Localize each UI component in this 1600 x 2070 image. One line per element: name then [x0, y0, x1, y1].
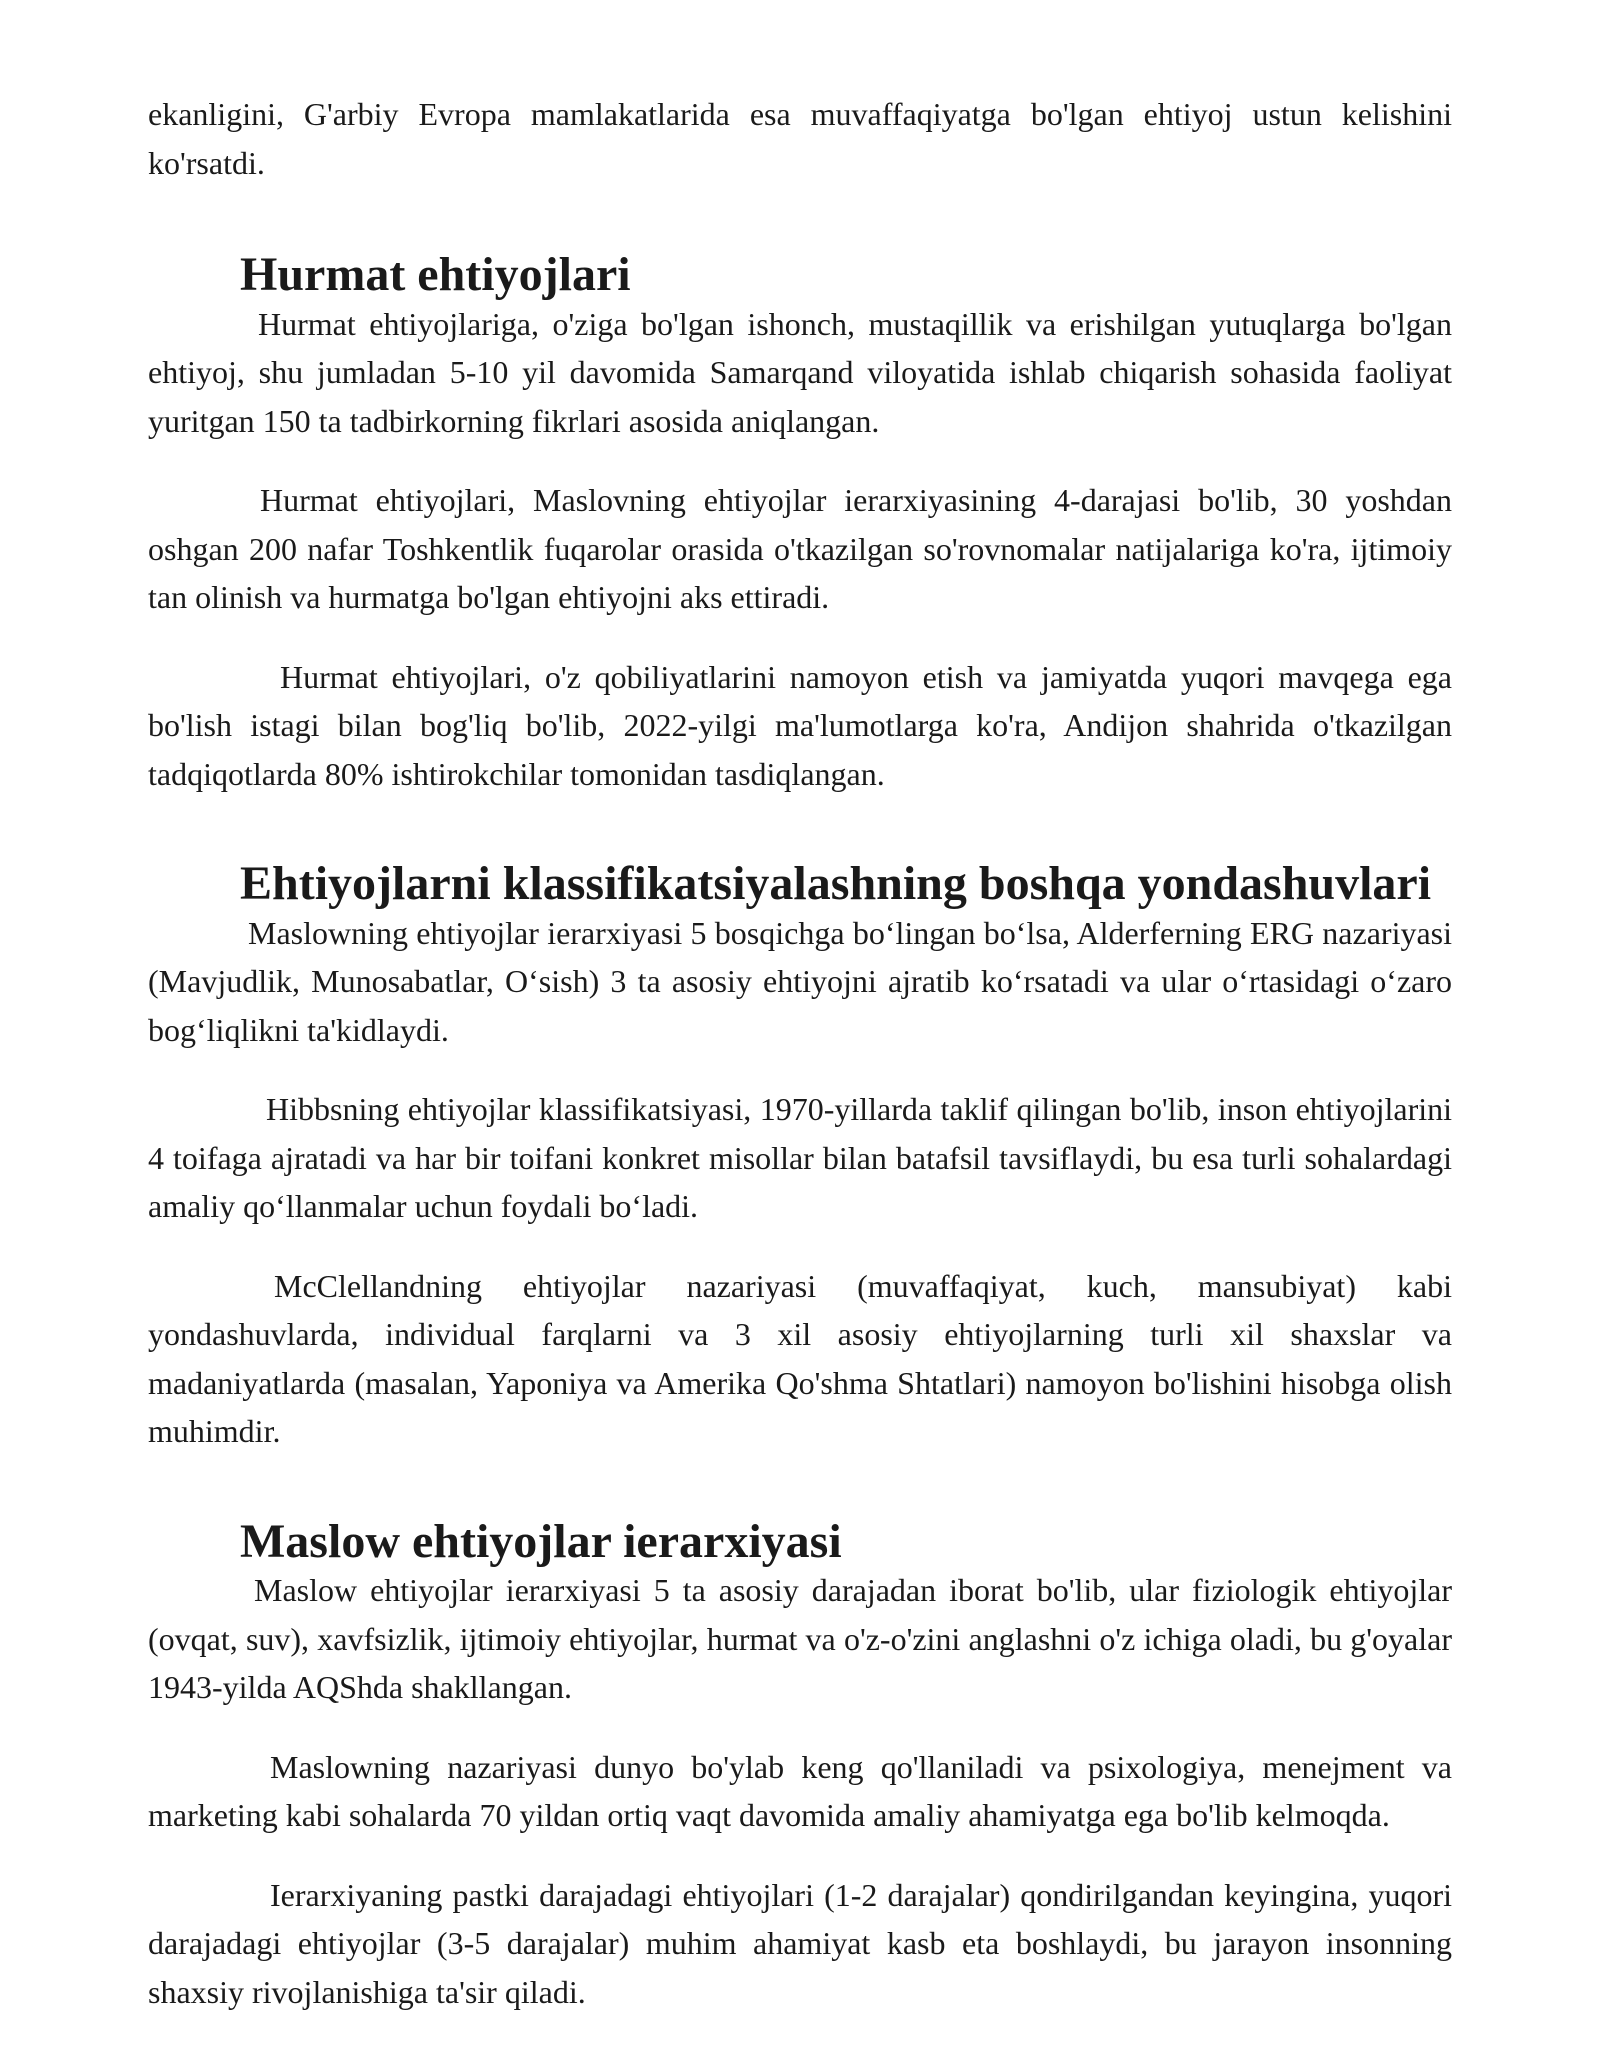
paragraph: Ierarxiyaning pastki darajadagi ehtiyojlari (1-2 darajalar) qondirilgandan keyingina, yuqori darajadagi ehtiyojlar (3-5 darajalar) muhim ahamiyat kasb eta boshlaydi, bu jarayon insonning shaxsiy rivojlanishiga ta'sir qiladi.	[148, 1876, 1452, 2010]
section-heading-klassifikatsiya: Ehtiyojlarni klassifikatsiyalashning boshqa yondashuvlari	[240, 857, 1432, 910]
paragraph: Maslow ehtiyojlar ierarxiyasi 5 ta asosiy darajadan iborat bo'lib, ular fiziologik ehtiyojlar (ovqat, suv), xavfsizlik, ijtimoiy ehtiyojlar, hurmat va o'z-o'zini anglashni o'z ichiga oladi, bu g'oyalar 1943-yilda AQShda shakllangan.	[148, 1572, 1452, 1705]
paragraph: Hurmat ehtiyojlari, Maslovning ehtiyojlar ierarxiyasining 4-darajasi bo'lib, 30 yoshdan oshgan 200 nafar Toshkentlik fuqarolar orasida o'tkazilgan so'rovnomalar natijalariga ko'ra, ijtimoiy tan olinish va hurmatga bo'lgan ehtiyojni aks ettiradi.	[148, 482, 1452, 615]
document-page	[148, 90, 1452, 2016]
paragraph: Hurmat ehtiyojlariga, o'ziga bo'lgan ishonch, mustaqillik va erishilgan yutuqlarga bo'lgan ehtiyoj, shu jumladan 5-10 yil davomida Samarqand viloyatida ishlab chiqarish sohasida faoliyat yuritgan 150 ta tadbirkorning fikrlari asosida aniqlangan.	[148, 305, 1452, 439]
paragraph: Hibbsning ehtiyojlar klassifikatsiyasi, 1970-yillarda taklif qilingan bo'lib, inson ehtiyojlarini 4 toifaga ajratadi va har bir toifani konkret misollar bilan batafsil tavsiflaydi, bu esa turli sohalardagi amaliy qo‘llanmalar uchun foydali bo‘ladi.	[148, 1091, 1452, 1224]
paragraph: Maslowning nazariyasi dunyo bo'ylab keng qo'llaniladi va psixologiya, menejment va marketing kabi sohalarda 70 yildan ortiq vaqt davomida amaliy ahamiyatga ega bo'lib kelmoqda.	[148, 1748, 1452, 1833]
section-heading-maslow: Maslow ehtiyojlar ierarxiyasi	[240, 1514, 842, 1568]
paragraph-continued: ekanligini, G'arbiy Evropa mamlakatlarida esa muvaffaqiyatga bo'lgan ehtiyoj ustun kelishini ko'rsatdi.	[148, 96, 1452, 181]
paragraph: McClellandning ehtiyojlar nazariyasi (muvaffaqiyat, kuch, mansubiyat) kabi yondashuvlarda, individual farqlarni va 3 xil asosiy ehtiyojlarning turli xil shaxslar va madaniyatlarda (masalan, Yaponiya va Amerika Qo'shma Shtatlari) namoyon bo'lishini hisobga olish muhimdir.	[148, 1267, 1452, 1449]
paragraph: Hurmat ehtiyojlari, o'z qobiliyatlarini namoyon etish va jamiyatda yuqori mavqega ega bo'lish istagi bilan bog'liq bo'lib, 2022-yilgi ma'lumotlarga ko'ra, Andijon shahrida o'tkazilgan tadqiqotlarda 80% ishtirokchilar tomonidan tasdiqlangan.	[148, 658, 1452, 792]
section-heading-hurmat: Hurmat ehtiyojlari	[240, 248, 631, 301]
paragraph: Maslowning ehtiyojlar ierarxiyasi 5 bosqichga bo‘lingan bo‘lsa, Alderferning ERG nazariyasi (Mavjudlik, Munosabatlar, O‘sish) 3 ta asosiy ehtiyojni ajratib ko‘rsatadi va ular o‘rtasidagi o‘zaro bog‘liqlikni ta'kidlaydi.	[148, 914, 1452, 1048]
